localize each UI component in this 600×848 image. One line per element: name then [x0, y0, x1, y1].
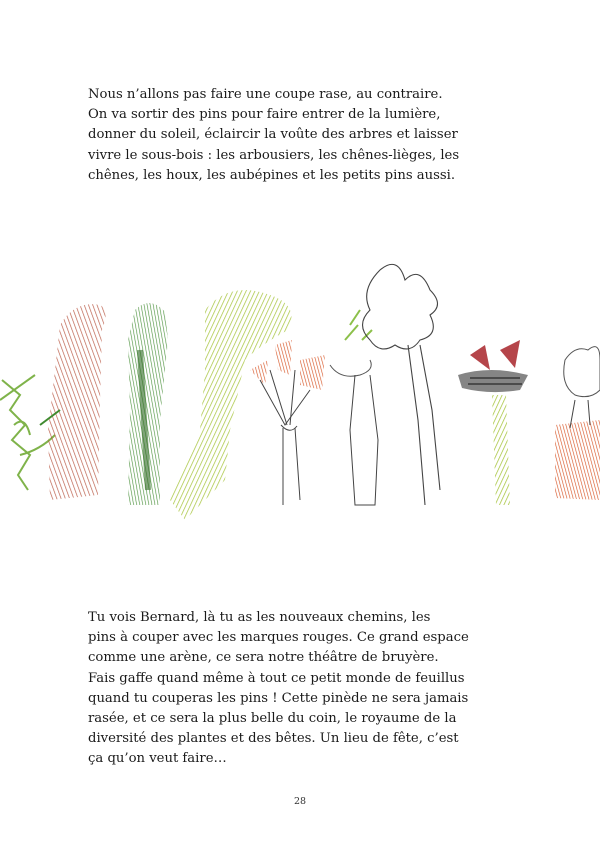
orange-flower-drawing	[250, 340, 325, 505]
childrens-plant-drawing	[0, 250, 600, 535]
crimson-flower-drawing	[458, 340, 528, 505]
page-number: 28	[293, 796, 307, 807]
body-paragraph-top: Nous n’allons pas faire une coupe rase, au contraire. On va sortir des pins pour faire entrer de la lumière, donner du soleil, éclaircir la voûte des arbres et laisser vivre le sous-bois : les arbousiers, les chênes-lièges, les chênes, les houx, les aubépines et les petits pins aussi.	[88, 87, 460, 183]
right-orange-tree-drawing	[555, 347, 600, 500]
sprout-drawing	[330, 310, 378, 505]
light-green-tree-drawing	[170, 290, 291, 520]
red-tree-drawing	[40, 304, 106, 500]
green-sprig-drawing	[0, 375, 55, 490]
body-paragraph-bottom: Tu vois Bernard, là tu as les nouveaux chemins, les pins à couper avec les marques rouges. Ce grand espace comme une arène, ce sera notre théâtre de bruyère. Fais gaffe quand même à tout ce petit monde de feuillus quand tu couperas les pins ! Cette pinède ne sera jamais rasée, et ce sera la plus belle du coin, le royaume de la diversité des plantes et des bêtes. Un lieu de fête, c’est ça qu’on veut faire…	[88, 610, 469, 767]
outline-tree-drawing	[363, 264, 441, 505]
dark-green-tree-drawing	[128, 303, 168, 505]
